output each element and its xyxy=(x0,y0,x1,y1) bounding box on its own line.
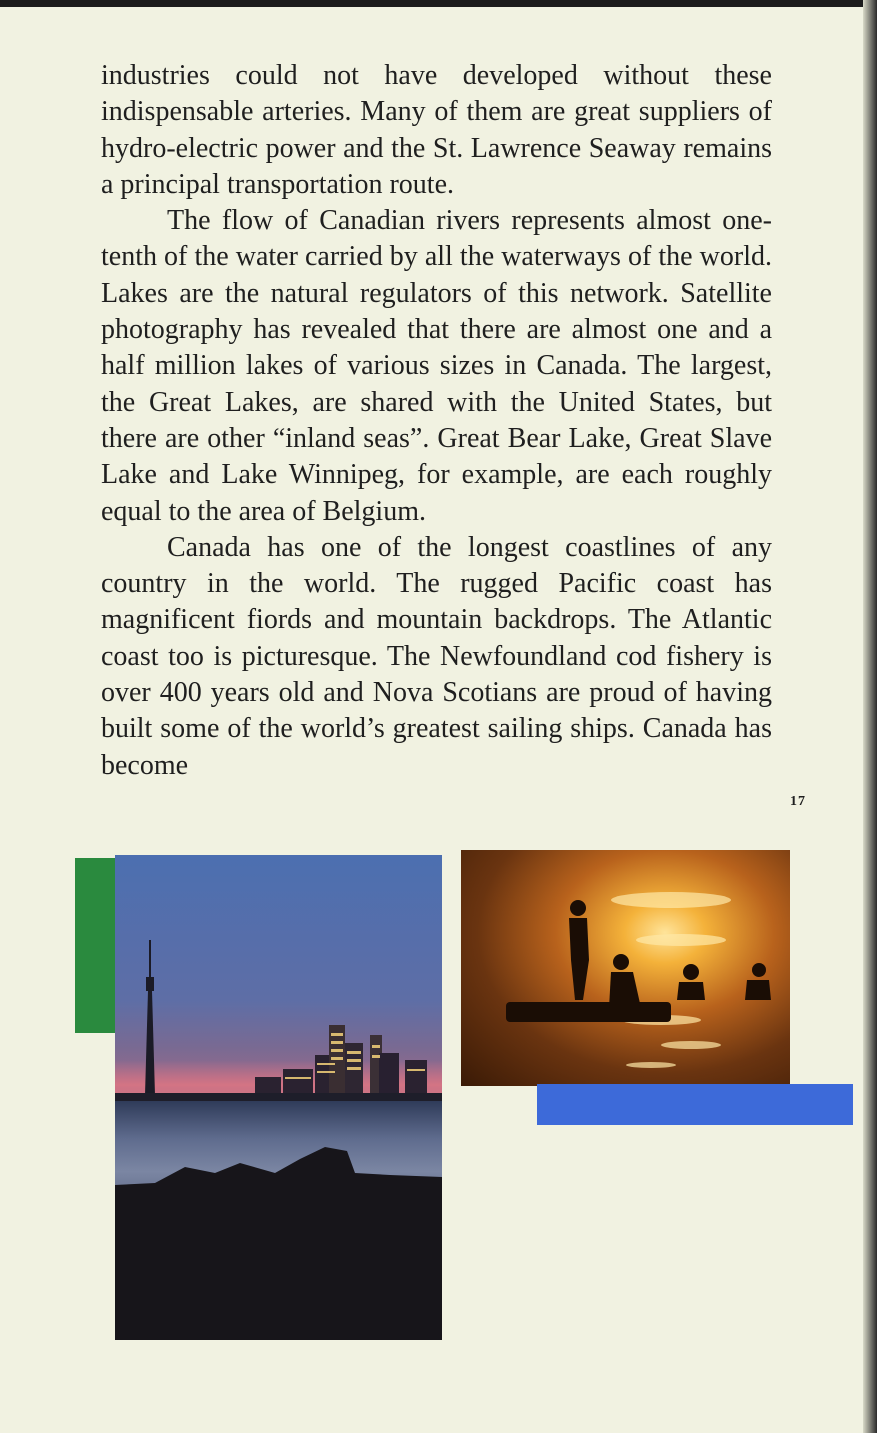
paragraph-1: industries could not have developed without these indispensable arteries. Many of them are great suppliers of hydro-electric power and the St. Lawrence Seaway remains a principal transportation route. xyxy=(101,60,772,200)
paragraph-3: Canada has one of the longest coastlines of any country in the world. The rugged Pacific coast has magnificent fiords and mountain backdrops. The Atlantic coast too is picturesque. The Newfoundland cod fishery is over 400 years old and Nova Scotians are proud of having built some of the world’s greatest sailing ships. Canada has become xyxy=(101,531,772,781)
blue-accent-block xyxy=(537,1084,853,1125)
sunset-swimmers-photo xyxy=(461,850,790,1086)
paragraph-2: The flow of Canadian rivers represents almost one-tenth of the water carried by all the waterways of the world. Lakes are the natural regulators of this network. Satellite photography has revealed that there are almost one and a half million lakes of various sizes in Canada. The largest, the Great Lakes, are shared with the United States, but there are other “inland seas”. Great Bear Lake, Great Slave Lake and Lake Winnipeg, for example, are each roughly equal to the area of Belgium. xyxy=(101,205,772,527)
skyline-silhouette xyxy=(115,855,442,1340)
page-number: 17 xyxy=(790,794,806,809)
top-edge-shadow xyxy=(0,0,877,7)
city-skyline-photo xyxy=(115,855,442,1340)
swimmers-silhouette xyxy=(461,850,790,1086)
body-text xyxy=(101,58,772,784)
green-accent-block xyxy=(75,858,115,1033)
page-edge-shadow xyxy=(863,0,877,1433)
